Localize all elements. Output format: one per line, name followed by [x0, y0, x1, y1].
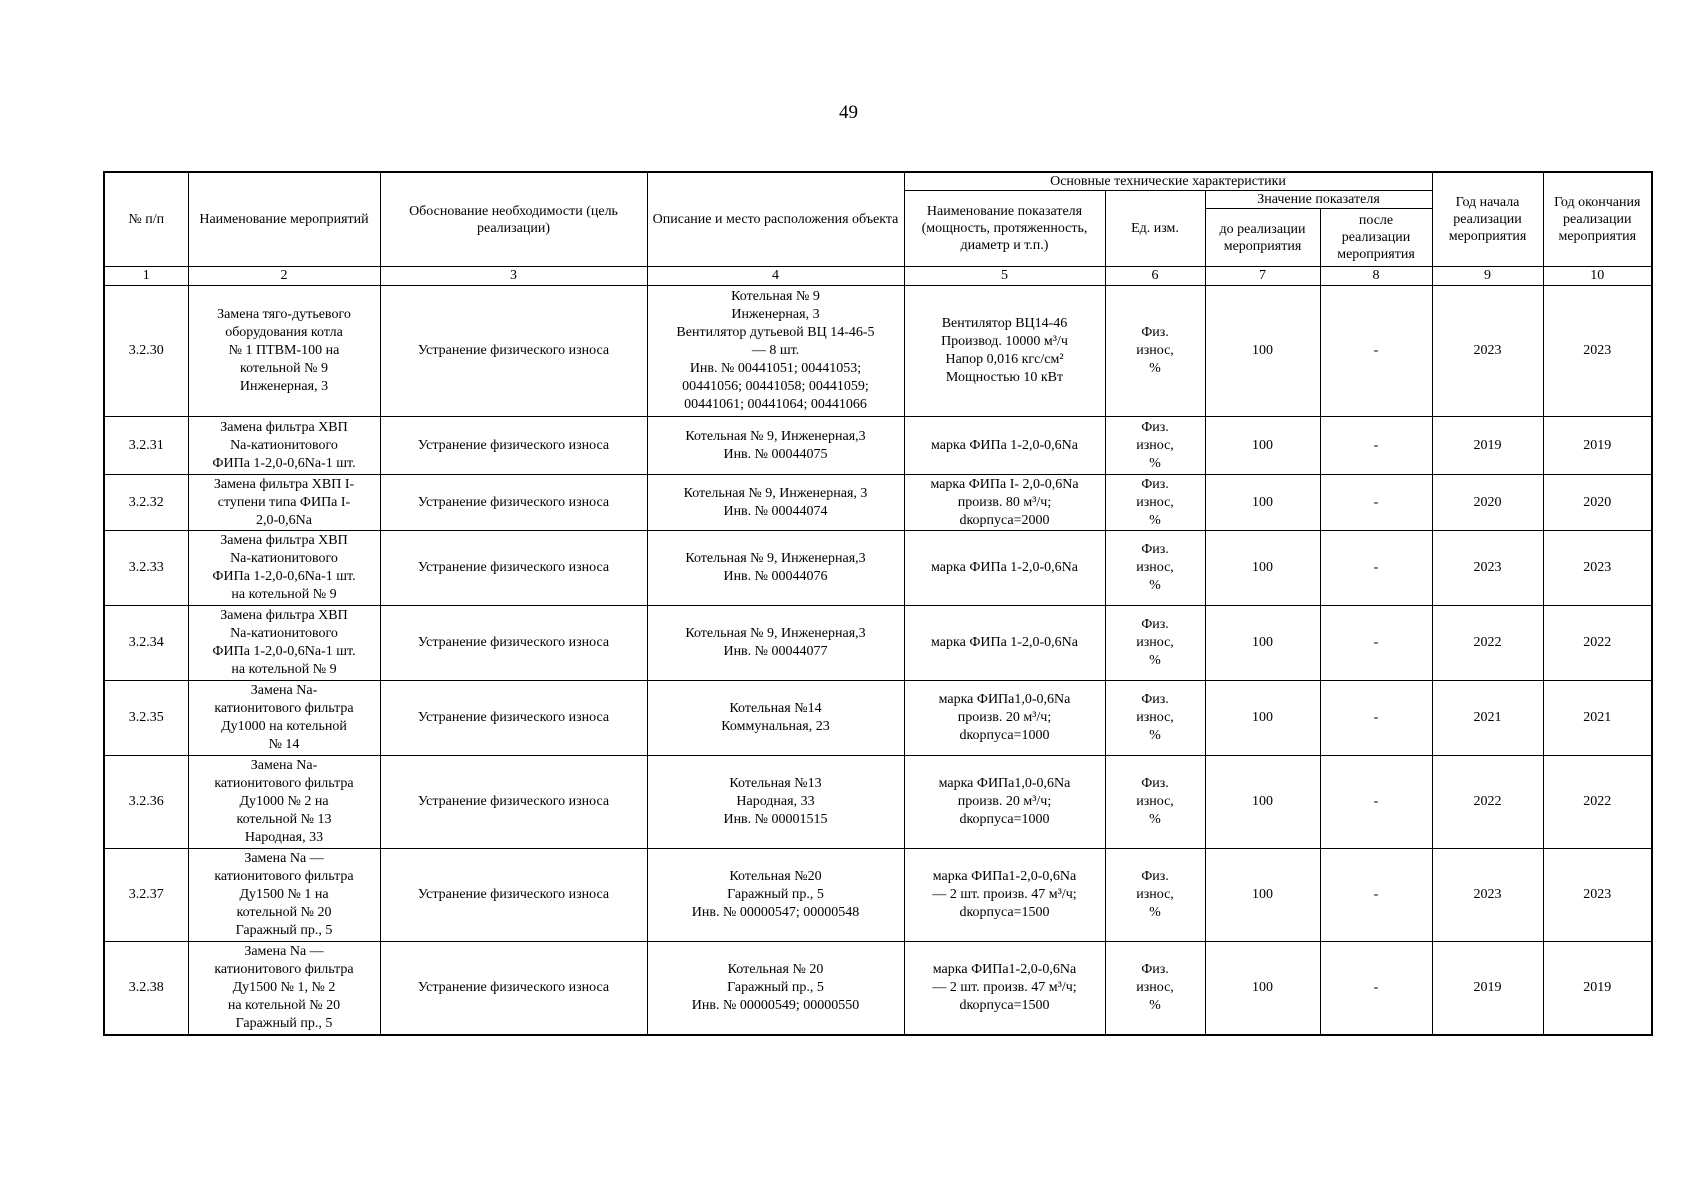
value-after-cell: - [1320, 531, 1432, 606]
value-after-cell: - [1320, 286, 1432, 417]
row-num-cell: 3.2.36 [104, 756, 188, 849]
value-before-cell: 100 [1205, 417, 1320, 475]
header-value-group: Значение показателя [1205, 191, 1432, 209]
object-description-cell: Котельная № 9, Инженерная,3 Инв. № 00044076 [647, 531, 904, 606]
indicator-name-cell: марка ФИПа 1-2,0-0,6Na [904, 531, 1105, 606]
header-description: Описание и место расположения объекта [647, 172, 904, 267]
header-indicator-name: Наименование показателя (мощность, протяженность, диаметр и т.п.) [904, 191, 1105, 267]
value-before-cell: 100 [1205, 942, 1320, 1035]
header-unit: Ед. изм. [1105, 191, 1205, 267]
year-end-cell: 2022 [1543, 756, 1652, 849]
row-num-cell: 3.2.31 [104, 417, 188, 475]
indicator-name-cell: Вентилятор ВЦ14-46 Производ. 10000 м³/ч Напор 0,016 кгс/см² Мощностью 10 кВт [904, 286, 1105, 417]
year-end-cell: 2023 [1543, 286, 1652, 417]
justification-cell: Устранение физического износа [380, 681, 647, 756]
value-before-cell: 100 [1205, 681, 1320, 756]
header-year-start: Год начала реализации мероприятия [1432, 172, 1543, 267]
value-after-cell: - [1320, 942, 1432, 1035]
unit-cell: Физ. износ, % [1105, 475, 1205, 531]
row-num-cell: 3.2.35 [104, 681, 188, 756]
column-number: 7 [1205, 267, 1320, 286]
unit-cell: Физ. износ, % [1105, 606, 1205, 681]
measure-name-cell: Замена фильтра ХВП Na-катионитового ФИПа 1-2,0-0,6Na-1 шт. [188, 417, 380, 475]
justification-cell: Устранение физического износа [380, 849, 647, 942]
row-num-cell: 3.2.34 [104, 606, 188, 681]
year-end-cell: 2023 [1543, 849, 1652, 942]
object-description-cell: Котельная № 9 Инженерная, 3 Вентилятор дутьевой ВЦ 14-46-5 — 8 шт. Инв. № 00441051; 00441053; 00441056; 00441058; 00441059; 00441061; 00441064; 00441066 [647, 286, 904, 417]
object-description-cell: Котельная №20 Гаражный пр., 5 Инв. № 00000547; 00000548 [647, 849, 904, 942]
year-start-cell: 2019 [1432, 417, 1543, 475]
unit-cell: Физ. износ, % [1105, 286, 1205, 417]
measure-name-cell: Замена тяго-дутьевого оборудования котла № 1 ПТВМ-100 на котельной № 9 Инженерная, 3 [188, 286, 380, 417]
object-description-cell: Котельная № 20 Гаражный пр., 5 Инв. № 00000549; 00000550 [647, 942, 904, 1035]
column-number: 5 [904, 267, 1105, 286]
row-num-cell: 3.2.33 [104, 531, 188, 606]
unit-cell: Физ. износ, % [1105, 417, 1205, 475]
justification-cell: Устранение физического износа [380, 475, 647, 531]
measure-name-cell: Замена Na- катионитового фильтра Ду1000 на котельной № 14 [188, 681, 380, 756]
object-description-cell: Котельная №13 Народная, 33 Инв. № 00001515 [647, 756, 904, 849]
measure-name-cell: Замена Na — катионитового фильтра Ду1500 № 1 на котельной № 20 Гаражный пр., 5 [188, 849, 380, 942]
justification-cell: Устранение физического износа [380, 942, 647, 1035]
measure-name-cell: Замена фильтра ХВП Na-катионитового ФИПа 1-2,0-0,6Na-1 шт. на котельной № 9 [188, 606, 380, 681]
indicator-name-cell: марка ФИПа1-2,0-0,6Na — 2 шт. произв. 47 м³/ч; dкорпуса=1500 [904, 849, 1105, 942]
year-start-cell: 2021 [1432, 681, 1543, 756]
justification-cell: Устранение физического износа [380, 531, 647, 606]
unit-cell: Физ. износ, % [1105, 942, 1205, 1035]
table-row [104, 475, 1652, 531]
year-start-cell: 2023 [1432, 286, 1543, 417]
year-start-cell: 2022 [1432, 606, 1543, 681]
column-number: 3 [380, 267, 647, 286]
header-value-after: после реализации мероприятия [1320, 209, 1432, 267]
table-body [104, 286, 1652, 1035]
header-tech-group: Основные технические характеристики [904, 172, 1432, 191]
table-row [104, 942, 1652, 1035]
justification-cell: Устранение физического износа [380, 606, 647, 681]
measures-table [103, 171, 1653, 1036]
value-after-cell: - [1320, 606, 1432, 681]
unit-cell: Физ. износ, % [1105, 681, 1205, 756]
table-row [104, 531, 1652, 606]
year-start-cell: 2022 [1432, 756, 1543, 849]
year-end-cell: 2022 [1543, 606, 1652, 681]
value-after-cell: - [1320, 681, 1432, 756]
justification-cell: Устранение физического износа [380, 286, 647, 417]
row-num-cell: 3.2.38 [104, 942, 188, 1035]
object-description-cell: Котельная № 9, Инженерная,3 Инв. № 00044077 [647, 606, 904, 681]
value-before-cell: 100 [1205, 531, 1320, 606]
value-before-cell: 100 [1205, 286, 1320, 417]
unit-cell: Физ. износ, % [1105, 531, 1205, 606]
value-after-cell: - [1320, 475, 1432, 531]
column-number: 6 [1105, 267, 1205, 286]
indicator-name-cell: марка ФИПа 1-2,0-0,6Na [904, 417, 1105, 475]
measure-name-cell: Замена Na- катионитового фильтра Ду1000 № 2 на котельной № 13 Народная, 33 [188, 756, 380, 849]
measure-name-cell: Замена фильтра ХВП Na-катионитового ФИПа 1-2,0-0,6Na-1 шт. на котельной № 9 [188, 531, 380, 606]
value-after-cell: - [1320, 756, 1432, 849]
year-end-cell: 2020 [1543, 475, 1652, 531]
indicator-name-cell: марка ФИПа1,0-0,6Na произв. 20 м³/ч; dкорпуса=1000 [904, 756, 1105, 849]
column-numbers-row [104, 267, 1652, 286]
value-before-cell: 100 [1205, 475, 1320, 531]
header-year-end: Год окончания реализации мероприятия [1543, 172, 1652, 267]
column-number: 1 [104, 267, 188, 286]
year-end-cell: 2021 [1543, 681, 1652, 756]
table-row [104, 286, 1652, 417]
year-start-cell: 2023 [1432, 849, 1543, 942]
justification-cell: Устранение физического износа [380, 756, 647, 849]
table-row [104, 417, 1652, 475]
header-name: Наименование мероприятий [188, 172, 380, 267]
row-num-cell: 3.2.30 [104, 286, 188, 417]
object-description-cell: Котельная №14 Коммунальная, 23 [647, 681, 904, 756]
table-row [104, 606, 1652, 681]
row-num-cell: 3.2.37 [104, 849, 188, 942]
table-row [104, 756, 1652, 849]
year-start-cell: 2020 [1432, 475, 1543, 531]
column-number: 9 [1432, 267, 1543, 286]
year-end-cell: 2023 [1543, 531, 1652, 606]
header-justification: Обоснование необходимости (цель реализации) [380, 172, 647, 267]
year-end-cell: 2019 [1543, 417, 1652, 475]
value-before-cell: 100 [1205, 756, 1320, 849]
measure-name-cell: Замена фильтра ХВП I- ступени типа ФИПа I- 2,0-0,6Na [188, 475, 380, 531]
year-start-cell: 2023 [1432, 531, 1543, 606]
value-before-cell: 100 [1205, 606, 1320, 681]
indicator-name-cell: марка ФИПа I- 2,0-0,6Na произв. 80 м³/ч; dкорпуса=2000 [904, 475, 1105, 531]
value-after-cell: - [1320, 417, 1432, 475]
justification-cell: Устранение физического износа [380, 417, 647, 475]
measure-name-cell: Замена Na — катионитового фильтра Ду1500 № 1, № 2 на котельной № 20 Гаражный пр., 5 [188, 942, 380, 1035]
year-end-cell: 2019 [1543, 942, 1652, 1035]
header-value-before: до реализации мероприятия [1205, 209, 1320, 267]
indicator-name-cell: марка ФИПа 1-2,0-0,6Na [904, 606, 1105, 681]
header-num: № п/п [104, 172, 188, 267]
table-row [104, 681, 1652, 756]
indicator-name-cell: марка ФИПа1,0-0,6Na произв. 20 м³/ч; dкорпуса=1000 [904, 681, 1105, 756]
object-description-cell: Котельная № 9, Инженерная,3 Инв. № 00044075 [647, 417, 904, 475]
page-number: 49 [839, 102, 858, 123]
value-after-cell: - [1320, 849, 1432, 942]
column-number: 8 [1320, 267, 1432, 286]
table-row [104, 849, 1652, 942]
column-number: 4 [647, 267, 904, 286]
unit-cell: Физ. износ, % [1105, 849, 1205, 942]
unit-cell: Физ. износ, % [1105, 756, 1205, 849]
row-num-cell: 3.2.32 [104, 475, 188, 531]
year-start-cell: 2019 [1432, 942, 1543, 1035]
column-number: 10 [1543, 267, 1652, 286]
indicator-name-cell: марка ФИПа1-2,0-0,6Na — 2 шт. произв. 47 м³/ч; dкорпуса=1500 [904, 942, 1105, 1035]
object-description-cell: Котельная № 9, Инженерная, 3 Инв. № 00044074 [647, 475, 904, 531]
column-number: 2 [188, 267, 380, 286]
value-before-cell: 100 [1205, 849, 1320, 942]
